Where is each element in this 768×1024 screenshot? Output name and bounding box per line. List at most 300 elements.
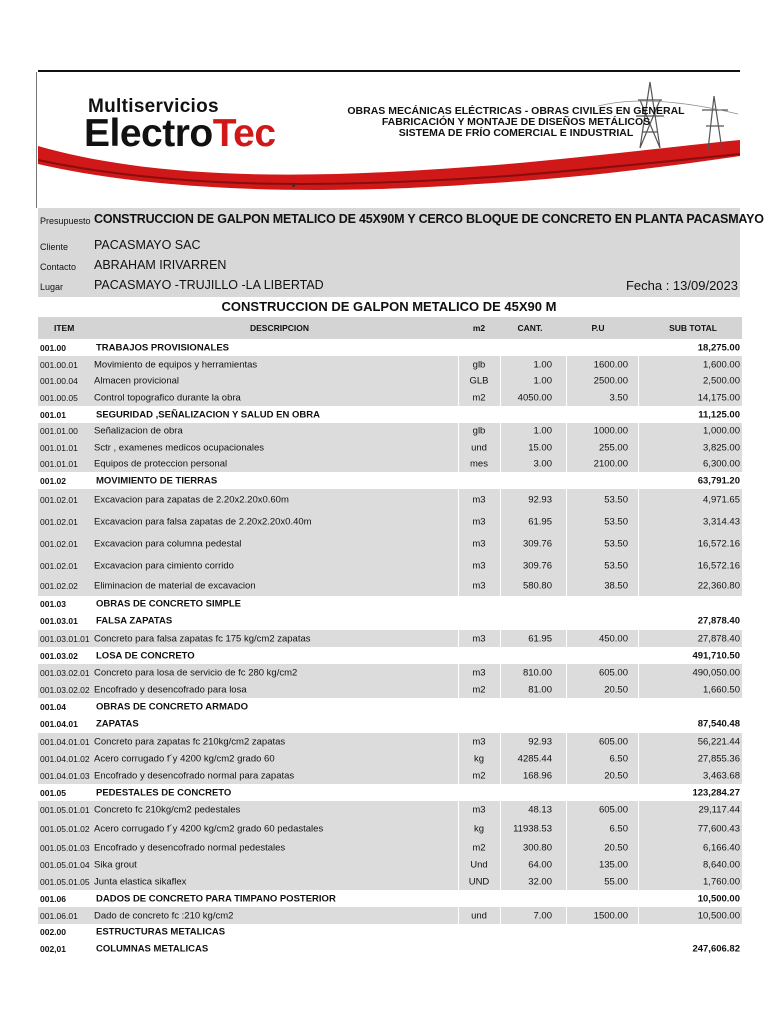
row-subtotal: 22,360.80 — [697, 580, 740, 592]
column-divider — [638, 924, 639, 940]
row-subtotal: 63,791.20 — [697, 475, 740, 486]
row-descripcion: Encofrado y desencofrado normal pedestales — [94, 842, 286, 853]
column-divider — [500, 839, 501, 856]
row-descripcion: Acero corrugado f´y 4200 kg/cm2 grado 60 pedastales — [94, 823, 324, 834]
row-descripcion: Señalizacion de obra — [94, 425, 183, 437]
row-item: 001.03.01.01 — [40, 633, 90, 644]
table-row — [38, 423, 742, 439]
column-divider — [500, 664, 501, 681]
column-divider — [638, 555, 639, 576]
table-row — [38, 839, 742, 856]
table-row — [38, 456, 742, 472]
table-row — [38, 389, 742, 406]
row-unit: m3 — [472, 516, 486, 528]
top-rule — [38, 70, 740, 72]
row-item: 001.02.01 — [40, 517, 78, 527]
column-divider — [500, 801, 501, 818]
row-descripcion: Equipos de proteccion personal — [94, 458, 228, 470]
column-divider — [566, 767, 567, 784]
row-item: 001.04 — [40, 701, 66, 712]
contacto-value: ABRAHAM IRIVARREN — [94, 258, 227, 272]
column-divider — [458, 555, 459, 576]
row-item: 001.05.01.02 — [40, 823, 90, 834]
table-row — [38, 555, 742, 576]
column-divider — [566, 555, 567, 576]
row-item: 001.02.01 — [40, 539, 78, 549]
column-divider — [500, 873, 501, 890]
column-divider — [566, 389, 567, 406]
column-divider — [500, 733, 501, 750]
row-item: 001.06 — [40, 893, 66, 904]
column-divider — [566, 612, 567, 630]
column-divider — [638, 698, 639, 715]
row-unit: kg — [473, 753, 485, 764]
column-divider — [638, 873, 639, 890]
column-divider — [566, 784, 567, 801]
company-slogan — [306, 106, 726, 139]
column-divider — [638, 373, 639, 389]
column-divider — [566, 533, 567, 555]
column-divider — [566, 373, 567, 389]
column-divider — [566, 907, 567, 924]
column-divider — [500, 924, 501, 940]
table-section-row — [38, 339, 742, 356]
lugar-label: Lugar — [40, 282, 64, 292]
table-row — [38, 533, 742, 555]
row-cant: 48.13 — [528, 804, 552, 815]
column-divider — [566, 423, 567, 439]
column-divider — [566, 511, 567, 533]
column-divider — [638, 596, 639, 612]
row-unit: glb — [472, 359, 486, 370]
row-pu: 20.50 — [604, 684, 628, 695]
column-divider — [566, 924, 567, 940]
table-row — [38, 356, 742, 373]
table-section-row — [38, 924, 742, 940]
column-divider — [500, 456, 501, 472]
column-divider — [458, 750, 459, 767]
row-item: 001.00.05 — [40, 392, 78, 403]
row-descripcion: TRABAJOS PROVISIONALES — [96, 342, 230, 353]
column-divider — [638, 856, 639, 873]
row-subtotal: 27,855.36 — [697, 753, 740, 764]
row-subtotal: 14,175.00 — [697, 392, 740, 403]
column-divider — [500, 511, 501, 533]
row-descripcion: OBRAS DE CONCRETO ARMADO — [96, 701, 249, 712]
row-descripcion: Excavacion para falsa zapatas de 2.20x2.20x0.40m — [94, 516, 312, 528]
row-item: 001.05.01.04 — [40, 859, 90, 870]
row-pu: 38.50 — [604, 580, 628, 592]
slogan-line: OBRAS MECÁNICAS ELÉCTRICAS - OBRAS CIVILES EN GENERAL — [347, 105, 685, 117]
row-subtotal: 10,500.00 — [697, 910, 740, 921]
row-item: 001.05 — [40, 787, 66, 798]
row-item: 001.03.02.02 — [40, 684, 90, 695]
column-divider — [566, 339, 567, 356]
row-cant: 92.93 — [528, 494, 552, 506]
column-divider — [638, 907, 639, 924]
row-pu: 53.50 — [604, 516, 628, 528]
column-divider — [638, 630, 639, 647]
column-divider — [566, 698, 567, 715]
column-divider — [500, 373, 501, 389]
row-item: 001.02 — [40, 475, 66, 486]
row-cant: 580.80 — [522, 580, 552, 592]
column-divider — [566, 489, 567, 511]
slogan-line: SISTEMA DE FRÍO COMERCIAL E INDUSTRIAL — [398, 127, 634, 139]
row-descripcion: Dado de concreto fc :210 kg/cm2 — [94, 910, 234, 921]
column-divider — [500, 489, 501, 511]
row-cant: 300.80 — [522, 842, 552, 853]
presupuesto-label: Presupuesto — [40, 216, 91, 226]
cliente-value: PACASMAYO SAC — [94, 238, 201, 252]
row-unit: glb — [472, 425, 486, 437]
table-section-row — [38, 890, 742, 907]
column-divider — [500, 555, 501, 576]
table-row — [38, 439, 742, 456]
column-divider — [458, 839, 459, 856]
row-pu: 53.50 — [604, 560, 628, 571]
row-subtotal: 1,000.00 — [703, 425, 740, 437]
contacto-label: Contacto — [40, 262, 77, 272]
column-divider — [566, 630, 567, 647]
column-divider — [458, 489, 459, 511]
row-descripcion: OBRAS DE CONCRETO SIMPLE — [96, 598, 241, 610]
row-descripcion: Acero corrugado f´y 4200 kg/cm2 grado 60 — [94, 753, 275, 764]
column-divider — [566, 472, 567, 489]
row-pu: 6.50 — [609, 823, 628, 834]
row-unit: kg — [473, 823, 485, 834]
row-item: 001.03.02 — [40, 650, 78, 661]
table-row — [38, 750, 742, 767]
column-divider — [458, 423, 459, 439]
table-section-row — [38, 715, 742, 733]
column-divider — [500, 750, 501, 767]
row-descripcion: Encofrado y desencofrado normal para zapatas — [94, 770, 295, 781]
row-item: 002.00 — [40, 927, 66, 937]
row-descripcion: COLUMNAS METALICAS — [96, 943, 209, 954]
column-divider — [566, 856, 567, 873]
row-cant: 1.00 — [533, 425, 552, 437]
column-divider — [638, 940, 639, 957]
column-divider — [500, 612, 501, 630]
row-item: 001.00 — [40, 342, 66, 353]
column-divider — [500, 472, 501, 489]
column-divider — [638, 406, 639, 423]
info-row-contacto — [38, 256, 740, 276]
row-descripcion: MOVIMIENTO DE TIERRAS — [96, 475, 218, 486]
row-pu: 1500.00 — [593, 910, 628, 921]
row-subtotal: 27,878.40 — [697, 615, 740, 627]
row-descripcion: LOSA DE CONCRETO — [96, 650, 195, 661]
column-divider — [500, 698, 501, 715]
column-divider — [566, 750, 567, 767]
row-item: 001.00.04 — [40, 376, 78, 386]
column-divider — [500, 767, 501, 784]
row-item: 001.01 — [40, 409, 66, 420]
row-item: 001.03.01 — [40, 616, 78, 626]
column-divider — [500, 856, 501, 873]
column-divider — [458, 940, 459, 957]
header-descripcion: DESCRIPCION — [250, 323, 310, 333]
row-item: 001.02.02 — [40, 581, 78, 591]
table-row — [38, 856, 742, 873]
column-divider — [458, 664, 459, 681]
column-divider — [566, 439, 567, 456]
row-item: 001.01.01 — [40, 442, 78, 453]
table-section-row — [38, 612, 742, 630]
column-divider — [638, 423, 639, 439]
row-item: 001.03 — [40, 599, 66, 609]
column-divider — [458, 576, 459, 596]
column-divider — [500, 715, 501, 733]
column-divider — [500, 818, 501, 839]
row-subtotal: 16,572.16 — [697, 560, 740, 571]
column-divider — [500, 389, 501, 406]
row-subtotal: 29,117.44 — [698, 804, 740, 815]
table-row — [38, 907, 742, 924]
row-item: 001.01.00 — [40, 426, 78, 436]
column-divider — [458, 907, 459, 924]
column-divider — [458, 596, 459, 612]
row-descripcion: Concreto para falsa zapatas fc 175 kg/cm2 zapatas — [94, 633, 311, 644]
row-pu: 2100.00 — [593, 458, 628, 470]
header-cant: CANT. — [517, 323, 543, 333]
row-cant: 7.00 — [533, 910, 552, 921]
row-descripcion: DADOS DE CONCRETO PARA TIMPANO POSTERIOR — [96, 893, 336, 904]
row-subtotal: 6,300.00 — [703, 458, 740, 470]
column-divider — [566, 456, 567, 472]
column-divider — [566, 890, 567, 907]
column-divider — [458, 890, 459, 907]
column-divider — [638, 818, 639, 839]
row-descripcion: Sctr , examenes medicos ocupacionales — [94, 442, 265, 453]
row-unit: m3 — [472, 633, 486, 644]
column-divider — [500, 423, 501, 439]
row-item: 001.04.01.01 — [40, 736, 90, 747]
row-descripcion: FALSA ZAPATAS — [96, 615, 173, 627]
row-unit: m3 — [472, 580, 486, 592]
table-row — [38, 873, 742, 890]
column-divider — [458, 356, 459, 373]
table-section-row — [38, 940, 742, 957]
row-subtotal: 6,166.40 — [703, 842, 740, 853]
table-row — [38, 818, 742, 839]
row-item: 001.05.01.05 — [40, 876, 90, 887]
row-subtotal: 3,825.00 — [703, 442, 740, 453]
row-unit: m3 — [472, 667, 486, 678]
column-divider — [638, 339, 639, 356]
row-descripcion: ESTRUCTURAS METALICAS — [96, 926, 226, 938]
brand-electro: Electro — [84, 112, 213, 155]
column-divider — [500, 940, 501, 957]
row-unit: UND — [468, 876, 490, 887]
row-subtotal: 3,463.68 — [703, 770, 740, 781]
row-descripcion: PEDESTALES DE CONCRETO — [96, 787, 232, 798]
table-section-row — [38, 784, 742, 801]
section-title: CONSTRUCCION DE GALPON METALICO DE 45X90 M — [221, 299, 557, 314]
column-divider — [638, 801, 639, 818]
row-item: 001.05.01.01 — [40, 804, 90, 815]
row-item: 001.00.01 — [40, 359, 78, 370]
row-item: 001.05.01.03 — [40, 842, 90, 853]
column-divider — [458, 389, 459, 406]
lugar-value: PACASMAYO -TRUJILLO -LA LIBERTAD — [94, 278, 324, 292]
info-row-lugar — [38, 276, 740, 296]
table-row — [38, 767, 742, 784]
row-subtotal: 490,050.00 — [692, 667, 740, 678]
table-row — [38, 664, 742, 681]
row-pu: 53.50 — [604, 538, 628, 550]
left-margin-line — [36, 72, 37, 208]
row-descripcion: Junta elastica sikaflex — [94, 876, 187, 887]
row-pu: 6.50 — [609, 753, 628, 764]
row-cant: 92.93 — [528, 736, 552, 747]
column-divider — [638, 389, 639, 406]
row-unit: GLB — [469, 375, 489, 387]
table-row — [38, 681, 742, 698]
column-divider — [458, 439, 459, 456]
column-divider — [500, 890, 501, 907]
row-cant: 309.76 — [522, 538, 552, 550]
row-subtotal: 491,710.50 — [692, 650, 740, 661]
decorative-dot — [292, 184, 295, 187]
column-divider — [638, 647, 639, 664]
row-item: 002,01 — [40, 943, 66, 954]
column-divider — [566, 940, 567, 957]
info-row-presupuesto — [38, 210, 764, 230]
column-divider — [458, 767, 459, 784]
project-info — [38, 208, 764, 297]
row-descripcion: Concreto para zapatas fc 210kg/cm2 zapatas — [94, 736, 286, 747]
row-descripcion: Eliminacion de material de excavacion — [94, 580, 256, 592]
row-item: 001.02.01 — [40, 495, 78, 505]
column-divider — [566, 873, 567, 890]
table-row — [38, 489, 742, 511]
column-divider — [458, 406, 459, 423]
column-divider — [638, 576, 639, 596]
row-unit: und — [471, 910, 487, 921]
column-divider — [500, 907, 501, 924]
row-descripcion: Concreto para losa de servicio de fc 280 kg/cm2 — [94, 667, 298, 678]
column-divider — [638, 439, 639, 456]
row-subtotal: 8,640.00 — [703, 859, 740, 870]
row-cant: 168.96 — [522, 770, 552, 781]
header-unit: m2 — [472, 323, 486, 333]
column-divider — [458, 472, 459, 489]
row-cant: 64.00 — [528, 859, 552, 870]
column-divider — [566, 839, 567, 856]
column-divider — [566, 715, 567, 733]
row-descripcion: Movimiento de equipos y herramientas — [94, 359, 258, 370]
column-divider — [638, 784, 639, 801]
column-divider — [566, 664, 567, 681]
header-subtotal: SUB TOTAL — [669, 323, 717, 333]
row-cant: 1.00 — [533, 359, 552, 370]
row-descripcion: ZAPATAS — [96, 718, 139, 730]
table-section-row — [38, 472, 742, 489]
column-divider — [638, 472, 639, 489]
column-divider — [566, 356, 567, 373]
table-section-row — [38, 647, 742, 664]
column-divider — [566, 576, 567, 596]
row-descripcion: Sika grout — [94, 859, 137, 870]
row-cant: 1.00 — [533, 375, 552, 387]
column-divider — [566, 596, 567, 612]
row-pu: 1600.00 — [593, 359, 628, 370]
table-row — [38, 511, 742, 533]
row-pu: 135.00 — [598, 859, 628, 870]
column-divider — [566, 681, 567, 698]
row-unit: und — [471, 442, 487, 453]
header-item: ITEM — [54, 323, 75, 333]
letterhead — [38, 76, 740, 208]
row-subtotal: 247,606.82 — [692, 943, 740, 954]
table-row — [38, 373, 742, 389]
row-subtotal: 123,284.27 — [692, 787, 740, 798]
column-divider — [638, 533, 639, 555]
row-subtotal: 16,572.16 — [697, 538, 740, 550]
row-unit: m3 — [472, 494, 486, 506]
column-divider — [500, 647, 501, 664]
row-cant: 61.95 — [528, 633, 552, 644]
row-subtotal: 18,275.00 — [697, 342, 740, 353]
row-unit: m3 — [472, 538, 486, 550]
row-cant: 15.00 — [528, 442, 552, 453]
column-divider — [500, 784, 501, 801]
row-subtotal: 87,540.48 — [697, 718, 740, 730]
column-divider — [638, 511, 639, 533]
slogan-line: FABRICACIÓN Y MONTAJE DE DISEÑOS METÁLICOS — [381, 116, 651, 128]
column-divider — [638, 356, 639, 373]
table-section-row — [38, 596, 742, 612]
info-row-cliente — [38, 236, 740, 256]
row-descripcion: Encofrado y desencofrado para losa — [94, 684, 247, 695]
column-divider — [566, 406, 567, 423]
table-row — [38, 576, 742, 596]
row-cant: 3.00 — [533, 458, 552, 470]
column-divider — [638, 715, 639, 733]
row-descripcion: Control topografico durante la obra — [94, 392, 241, 403]
column-divider — [458, 733, 459, 750]
row-cant: 11938.53 — [513, 823, 552, 834]
column-divider — [638, 839, 639, 856]
row-pu: 450.00 — [598, 633, 628, 644]
brand-subtitle: Multiservicios — [88, 96, 219, 117]
column-divider — [500, 439, 501, 456]
row-cant: 32.00 — [528, 876, 552, 887]
table-section-row — [38, 698, 742, 715]
row-unit: m2 — [472, 842, 486, 853]
column-divider — [458, 715, 459, 733]
header-pu: P.U — [591, 323, 605, 333]
brand-logo-text — [84, 112, 276, 156]
column-divider — [500, 356, 501, 373]
row-pu: 605.00 — [598, 667, 628, 678]
row-subtotal: 2,500.00 — [703, 375, 740, 387]
row-descripcion: Excavacion para cimiento corrido — [94, 560, 234, 571]
row-cant: 810.00 — [522, 667, 552, 678]
row-subtotal: 3,314.43 — [703, 516, 740, 528]
row-subtotal: 4,971.65 — [703, 494, 740, 506]
row-subtotal: 27,878.40 — [697, 633, 740, 644]
column-divider — [500, 576, 501, 596]
column-divider — [500, 681, 501, 698]
column-divider — [458, 801, 459, 818]
column-divider — [638, 890, 639, 907]
table-header — [38, 317, 742, 339]
column-divider — [566, 733, 567, 750]
row-descripcion: Concreto fc 210kg/cm2 pedestales — [94, 804, 241, 815]
